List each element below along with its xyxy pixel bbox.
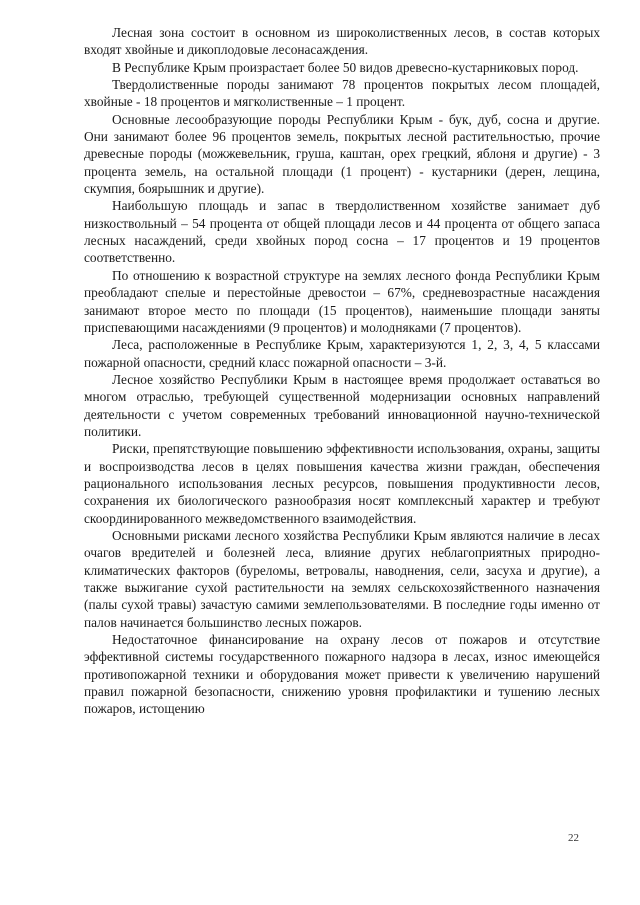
paragraph-hardwood-share: Твердолиственные породы занимают 78 процентов покрытых лесом площадей, хвойные - 18 процентов и мягколиственные – 1 процент. (84, 77, 600, 110)
paragraph-species-count: В Республике Крым произрастает более 50 видов древесно-кустарниковых пород. (112, 59, 579, 75)
paragraph-largest-area: Наибольшую площадь и запас в твердолиственном хозяйстве занимает дуб низкоствольный – 54 процента от общей площади лесов и 44 процента от общего запаса лесных насаждений, среди хвойных пород сосна – 17 процентов и 19 процентов соответственно. (84, 198, 600, 266)
paragraph-modernization: Лесное хозяйство Республики Крым в настоящее время продолжает оставаться во многом отраслью, требующей существенной модернизации основных направлений деятельности с учетом современных требований инновационной научно-технической политики. (84, 371, 600, 439)
paragraph-main-risks: Основными рисками лесного хозяйства Республики Крым являются наличие в лесах очагов вредителей и болезней леса, влияние других неблагоприятных природно-климатических факторов (буреломы, ветровалы, наводнения, сели, засуха и другие), а также выжигание сухой растительности на землях сельскохозяйственного назначения (палы сухой травы) зачастую самими землепользователями. В последние годы именно от палов начинается большинство лесных пожаров. (84, 527, 600, 630)
paragraph-risks: Риски, препятствующие повышению эффективности использования, охраны, защиты и воспроизводства лесов в целях повышения качества жизни граждан, обеспечения рационального использования лесных ресурсов, повышения продуктивности лесов, сохранения их биологического разнообразия носят комплексный характер и требуют скоординированного межведомственного взаимодействия. (84, 441, 600, 526)
paragraph-fire-classes: Леса, расположенные в Республике Крым, характеризуются 1, 2, 3, 4, 5 классами пожарной опасности, средний класс пожарной опасности – 3-й. (84, 337, 600, 370)
paragraph-underfunding: Недостаточное финансирование на охрану лесов от пожаров и отсутствие эффективной системы государственного пожарного надзора в лесах, износ имеющейся противопожарной техники и оборудования может привести к увеличению нарушений правил пожарной безопасности, снижению уровня профилактики и тушению лесных пожаров, истощению (84, 632, 600, 717)
body-text (84, 24, 600, 718)
paragraph-forest-zone: Лесная зона состоит в основном из широколиственных лесов, в состав которых входят хвойные и дикоплодовые лесонасаждения. (84, 25, 600, 58)
paragraph-main-species: Основные лесообразующие породы Республики Крым - бук, дуб, сосна и другие. Они занимают более 96 процентов земель, покрытых лесной растительностью, прочие древесные породы (можжевельник, груша, каштан, орех грецкий, яблоня и другие) - 3 процента земель, на остальной площади (1 процент) - кустарники (дерен, лещина, скумпия, боярышник и другие). (84, 111, 600, 197)
page-number: 22 (568, 832, 579, 844)
paragraph-age-structure: По отношению к возрастной структуре на землях лесного фонда Республики Крым преобладают спелые и перестойные древостои – 67%, средневозрастные насаждения занимают второе место по площади (15 процентов), наименьшие площади заняты приспевающими насаждениями (9 процентов) и молодняками (7 процентов). (84, 267, 600, 335)
